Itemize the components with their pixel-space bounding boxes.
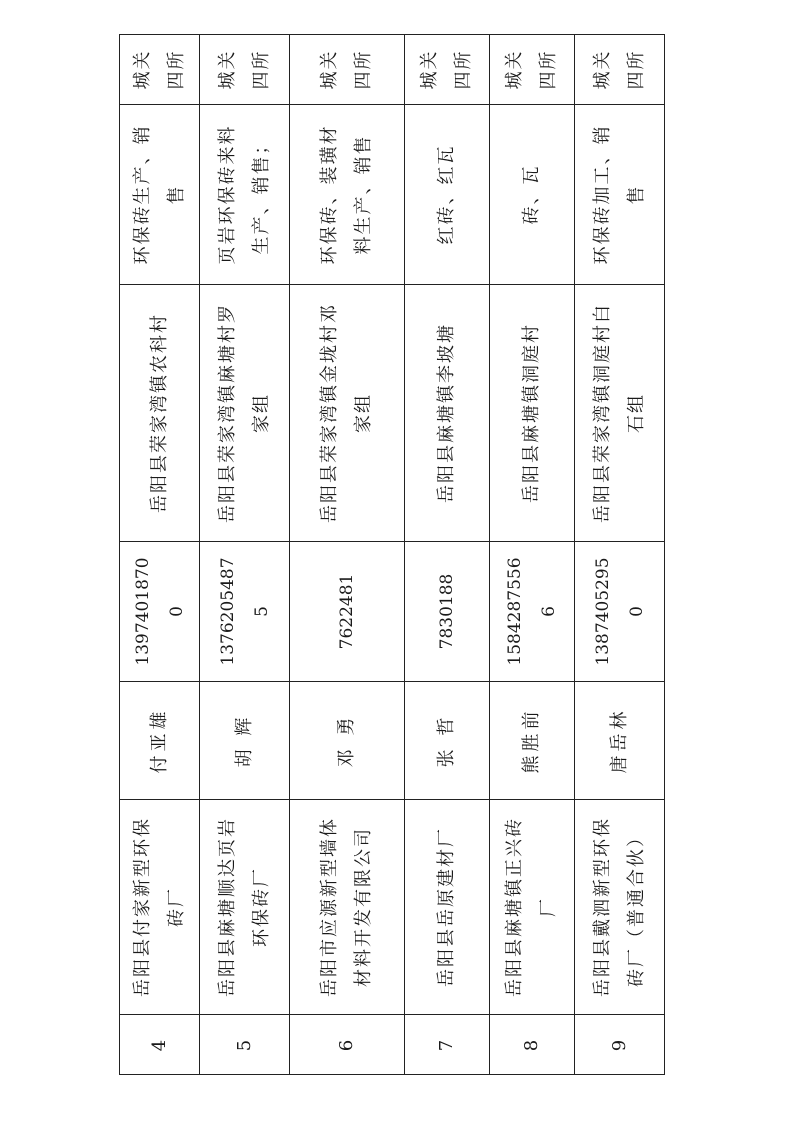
table-row xyxy=(290,35,405,1075)
table-row xyxy=(405,35,490,1075)
cell-address: 岳阳县荣家湾镇金垅村邓家组 xyxy=(290,285,405,542)
cell-scope: 页岩环保砖来料生产、销售； xyxy=(200,105,290,285)
cell-authority: 城关四所 xyxy=(405,35,490,105)
cell-authority: 城关四所 xyxy=(290,35,405,105)
cell-address: 岳阳县麻塘镇洞庭村 xyxy=(490,285,575,542)
cell-company: 岳阳县戴泗新型环保砖厂（普通合伙） xyxy=(575,800,665,1015)
cell-person: 唐岳林 xyxy=(575,682,665,800)
cell-scope: 环保砖生产、销售 xyxy=(120,105,200,285)
table-row xyxy=(490,35,575,1075)
table-body xyxy=(120,35,665,1075)
cell-authority: 城关四所 xyxy=(120,35,200,105)
cell-phone: 15842875566 xyxy=(490,542,575,682)
cell-person: 邓 勇 xyxy=(290,682,405,800)
cell-authority: 城关四所 xyxy=(200,35,290,105)
cell-company: 岳阳市应源新型墙体材料开发有限公司 xyxy=(290,800,405,1015)
cell-no: 6 xyxy=(290,1015,405,1075)
cell-person: 胡 辉 xyxy=(200,682,290,800)
table-row xyxy=(575,35,665,1075)
cell-no: 9 xyxy=(575,1015,665,1075)
cell-phone: 7622481 xyxy=(290,542,405,682)
cell-address: 岳阳县荣家湾镇农科村 xyxy=(120,285,200,542)
cell-phone: 13974018700 xyxy=(120,542,200,682)
rotated-table-wrapper xyxy=(119,49,664,1075)
cell-company: 岳阳县付家新型环保砖厂 xyxy=(120,800,200,1015)
cell-authority: 城关四所 xyxy=(490,35,575,105)
cell-company: 岳阳县麻塘顺达页岩环保砖厂 xyxy=(200,800,290,1015)
cell-scope: 环保砖、装璜材料生产、销售 xyxy=(290,105,405,285)
cell-no: 8 xyxy=(490,1015,575,1075)
cell-scope: 环保砖加工、销售 xyxy=(575,105,665,285)
cell-company: 岳阳县麻塘镇正兴砖厂 xyxy=(490,800,575,1015)
cell-phone: 13762054875 xyxy=(200,542,290,682)
cell-address: 岳阳县荣家湾镇麻塘村罗家组 xyxy=(200,285,290,542)
cell-no: 4 xyxy=(120,1015,200,1075)
cell-person: 熊胜前 xyxy=(490,682,575,800)
cell-scope: 红砖、红瓦 xyxy=(405,105,490,285)
table-row xyxy=(120,35,200,1075)
table-row xyxy=(200,35,290,1075)
cell-phone: 13874052950 xyxy=(575,542,665,682)
cell-company: 岳阳县岳原建材厂 xyxy=(405,800,490,1015)
enterprise-table xyxy=(119,34,665,1075)
cell-address: 岳阳县麻塘镇李坡塘 xyxy=(405,285,490,542)
cell-authority: 城关四所 xyxy=(575,35,665,105)
cell-no: 5 xyxy=(200,1015,290,1075)
cell-no: 7 xyxy=(405,1015,490,1075)
cell-person: 付亚雄 xyxy=(120,682,200,800)
cell-address: 岳阳县荣家湾镇洞庭村白石组 xyxy=(575,285,665,542)
cell-phone: 7830188 xyxy=(405,542,490,682)
cell-person: 张 哲 xyxy=(405,682,490,800)
cell-scope: 砖、瓦 xyxy=(490,105,575,285)
